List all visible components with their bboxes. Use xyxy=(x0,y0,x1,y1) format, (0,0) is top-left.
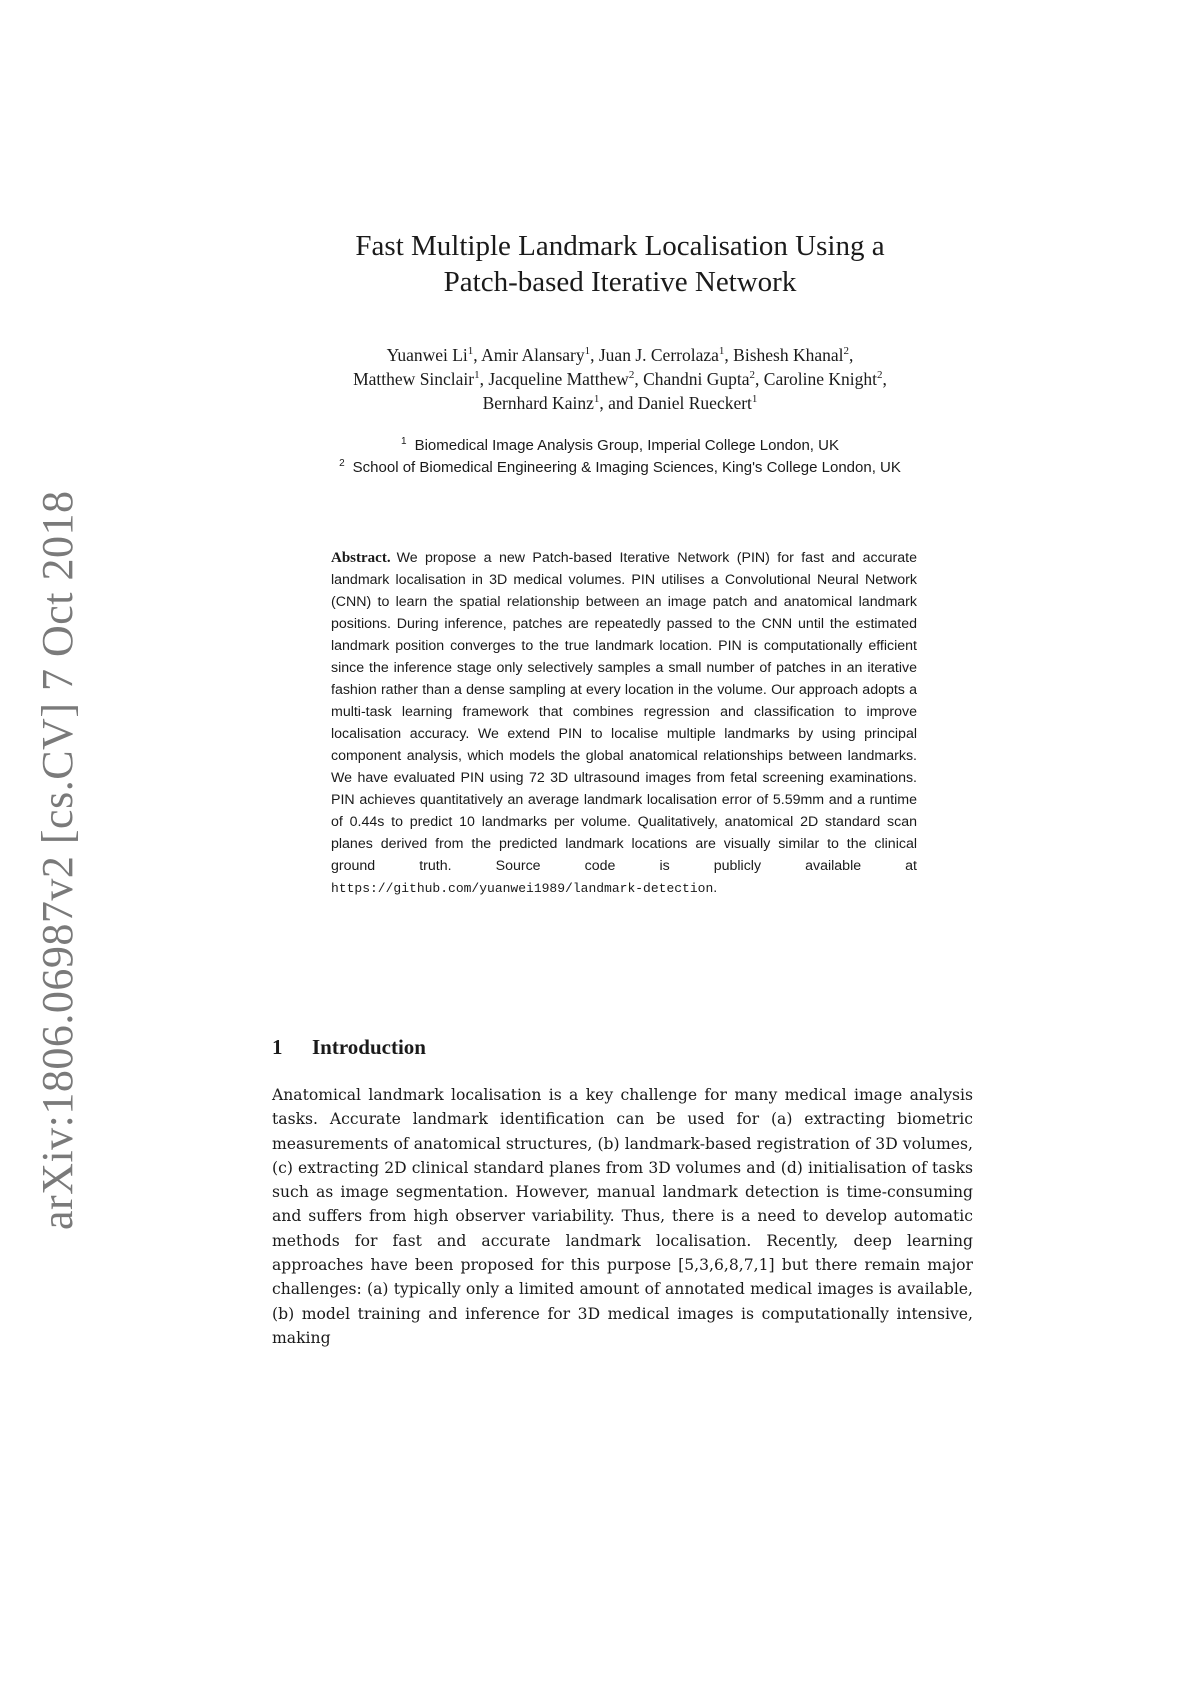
affiliation-mark: 1 xyxy=(401,436,407,447)
abstract-text: We propose a new Patch-based Iterative Network (PIN) for fast and accurate landmark localisation in 3D medical volumes. PIN utilises a Convolutional Neural Network (CNN) to learn the spatial relationship between an image patch and anatomical landmark positions. During inference, patches are repeatedly passed to the CNN until the estimated landmark position converges to the true landmark location. PIN is computationally efficient since the inference stage only selectively samples a small number of patches in an iterative fashion rather than a dense sampling at every location in the volume. Our approach adopts a multi-task learning framework that combines regression and classification to improve localisation accuracy. We extend PIN to localise multiple landmarks by using principal component analysis, which models the global anatomical relationships between landmarks. We have evaluated PIN using 72 3D ultrasound images from fetal screening examinations. PIN achieves quantitatively an average landmark localisation error of 5.59mm and a runtime of 0.44s to predict 10 landmarks per volume. Qualitatively, anatomical 2D standard scan planes derived from the predicted landmark locations are visually similar to the clinical ground truth. Source code is publicly available at xyxy=(331,550,917,874)
author-name: Juan J. Cerrolaza xyxy=(598,345,719,365)
section-number: 1 xyxy=(272,1035,283,1059)
author-affil-mark: 2 xyxy=(877,369,883,382)
abstract: Abstract. We propose a new Patch-based Iterative Network (PIN) for fast and accurate landmark localisation in 3D medical volumes. PIN utilises a Convolutional Neural Network (CNN) to learn the spatial relationship between an image patch and anatomical landmark positions. During inference, patches are repeatedly passed to the CNN until the estimated landmark position converges to the true landmark location. PIN is computationally efficient since the inference stage only selectively samples a small number of patches in an iterative fashion rather than a dense sampling at every location in the volume. Our approach adopts a multi-task learning framework that combines regression and classification to improve localisation accuracy. We extend PIN to localise multiple landmarks by using principal component analysis, which models the global anatomical relationships between landmarks. We have evaluated PIN using 72 3D ultrasound images from fetal screening examinations. PIN achieves quantitatively an average landmark localisation error of 5.59mm and a runtime of 0.44s to predict 10 landmarks per volume. Qualitatively, anatomical 2D standard scan planes derived from the predicted landmark locations are visually similar to the clinical ground truth. Source code is publicly available at https://github.com/yuanwei1989/landmark-detection. xyxy=(331,550,917,896)
affiliation-list xyxy=(200,435,1040,479)
author-affil-mark: 2 xyxy=(628,369,635,382)
author-line-2: Matthew Sinclair$^1$, Jacqueline Matthew$^2$, Chandni Gupta$^2$, Caroline Knight$^2$, xyxy=(353,369,887,389)
title-line-2: Patch-based Iterative Network xyxy=(443,266,797,298)
section-heading-introduction xyxy=(272,1033,426,1061)
author-affil-mark: 2 xyxy=(843,345,849,358)
author-list xyxy=(200,343,1040,415)
section-title: Introduction xyxy=(312,1035,426,1059)
author-affil-mark: 1 xyxy=(584,345,591,358)
author-name: Amir Alansary xyxy=(481,345,585,365)
source-code-link[interactable]: https://github.com/yuanwei1989/landmark-detection xyxy=(331,881,714,896)
author-affil-mark: 1 xyxy=(474,369,480,382)
abstract-label: Abstract. xyxy=(331,550,391,566)
author-name: Chandni Gupta xyxy=(643,369,750,389)
paper-title xyxy=(200,228,1040,300)
author-name: and Daniel Rueckert xyxy=(608,393,752,413)
author-affil-mark: 2 xyxy=(749,369,756,382)
author-name: Yuanwei Li xyxy=(386,345,468,365)
author-affil-mark: 1 xyxy=(718,345,725,358)
introduction-paragraph: Anatomical landmark localisation is a key challenge for many medical image analysis tasks. Accurate landmark identification can be used for (a) extracting biometric measurements of anatomical structures, (b) landmark-based registration of 3D volumes, (c) extracting 2D clinical standard planes from 3D volumes and (d) initialisation of tasks such as image segmentation. However, manual landmark detection is time-consuming and suffers from high observer variability. Thus, there is a need to develop automatic methods for fast and accurate landmark localisation. Recently, deep learning approaches have been proposed for this purpose [5,3,6,8,7,1] but there remain major challenges: (a) typically only a limited amount of annotated medical images is available, (b) model training and inference for 3D medical images is computationally intensive, making xyxy=(272,1086,973,1347)
arxiv-identifier-stamp: arXiv:1806.06987v2 [cs.CV] 7 Oct 2018 xyxy=(33,490,82,1230)
author-affil-mark: 1 xyxy=(751,393,758,406)
author-line-1: Yuanwei Li$^1$, Amir Alansary$^1$, Juan J. Cerrolaza$^1$, Bishesh Khanal$^2$, xyxy=(386,345,854,365)
author-name: Caroline Knight xyxy=(763,369,878,389)
title-line-1: Fast Multiple Landmark Localisation Using a xyxy=(355,230,885,262)
affiliation-1 xyxy=(200,435,1040,457)
author-name: Bernhard Kainz xyxy=(482,393,594,413)
affiliation-text: School of Biomedical Engineering & Imaging Sciences, King's College London, UK xyxy=(352,459,901,476)
author-line-3: Bernhard Kainz$^1$, and Daniel Rueckert$^1$ xyxy=(482,393,758,413)
author-affil-mark: 1 xyxy=(593,393,600,406)
author-name: Bishesh Khanal xyxy=(733,345,844,365)
affiliation-2 xyxy=(200,457,1040,479)
affiliation-text: Biomedical Image Analysis Group, Imperial College London, UK xyxy=(414,437,839,454)
affiliation-mark: 2 xyxy=(339,458,345,469)
author-name: Jacqueline Matthew xyxy=(488,369,629,389)
author-name: Matthew Sinclair xyxy=(353,369,475,389)
author-affil-mark: 1 xyxy=(467,345,474,358)
